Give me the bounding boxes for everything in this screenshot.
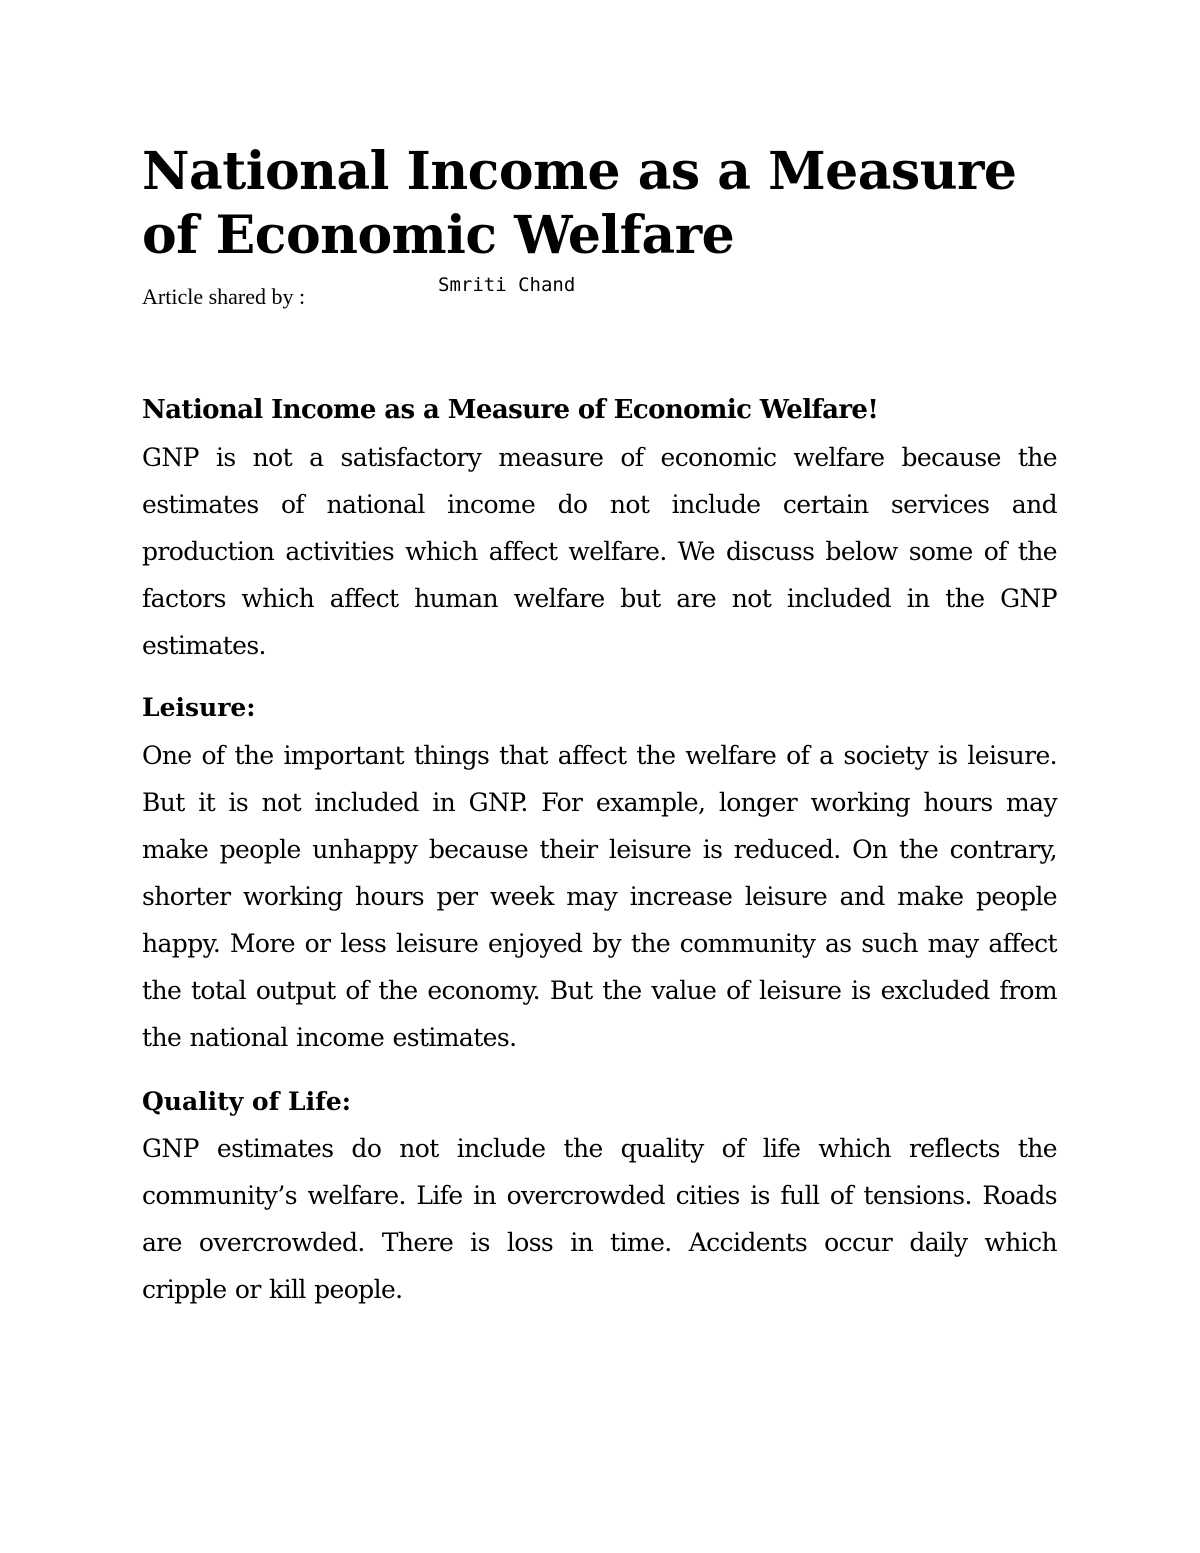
section-paragraph-intro: GNP is not a satisfactory measure of economic welfare because the estimates of national income do not include certain services and production activities which affect welfare. We discuss below some of the factors which affect human welfare but are not included in the GNP estimates. [142,443,1057,660]
section-heading-intro: National Income as a Measure of Economic Welfare! [142,395,879,425]
section-heading-quality-of-life: Quality of Life: [142,1087,352,1116]
article-title: National Income as a Measure of Economic Welfare [142,141,1017,266]
byline-label: Article shared by : [142,284,306,309]
section-heading-leisure: Leisure: [142,693,256,722]
byline [142,274,842,312]
section-paragraph-leisure: One of the important things that affect the welfare of a society is leisure. But it is not included in GNP. For example, longer working hours may make people unhappy because their leisure is reduced. On the contrary, shorter working hours per week may increase leisure and make people happy. More or less leisure enjoyed by the community as such may affect the total output of the economy. But the value of leisure is excluded from the national income estimates. [142,741,1057,1052]
section-paragraph-quality-of-life: GNP estimates do not include the quality of life which reflects the community’s welfare. Life in overcrowded cities is full of tensions. Roads are overcrowded. There is loss in time. Accidents occur daily which cripple or kill people. [142,1134,1057,1304]
author-name: Smriti Chand [438,274,576,296]
